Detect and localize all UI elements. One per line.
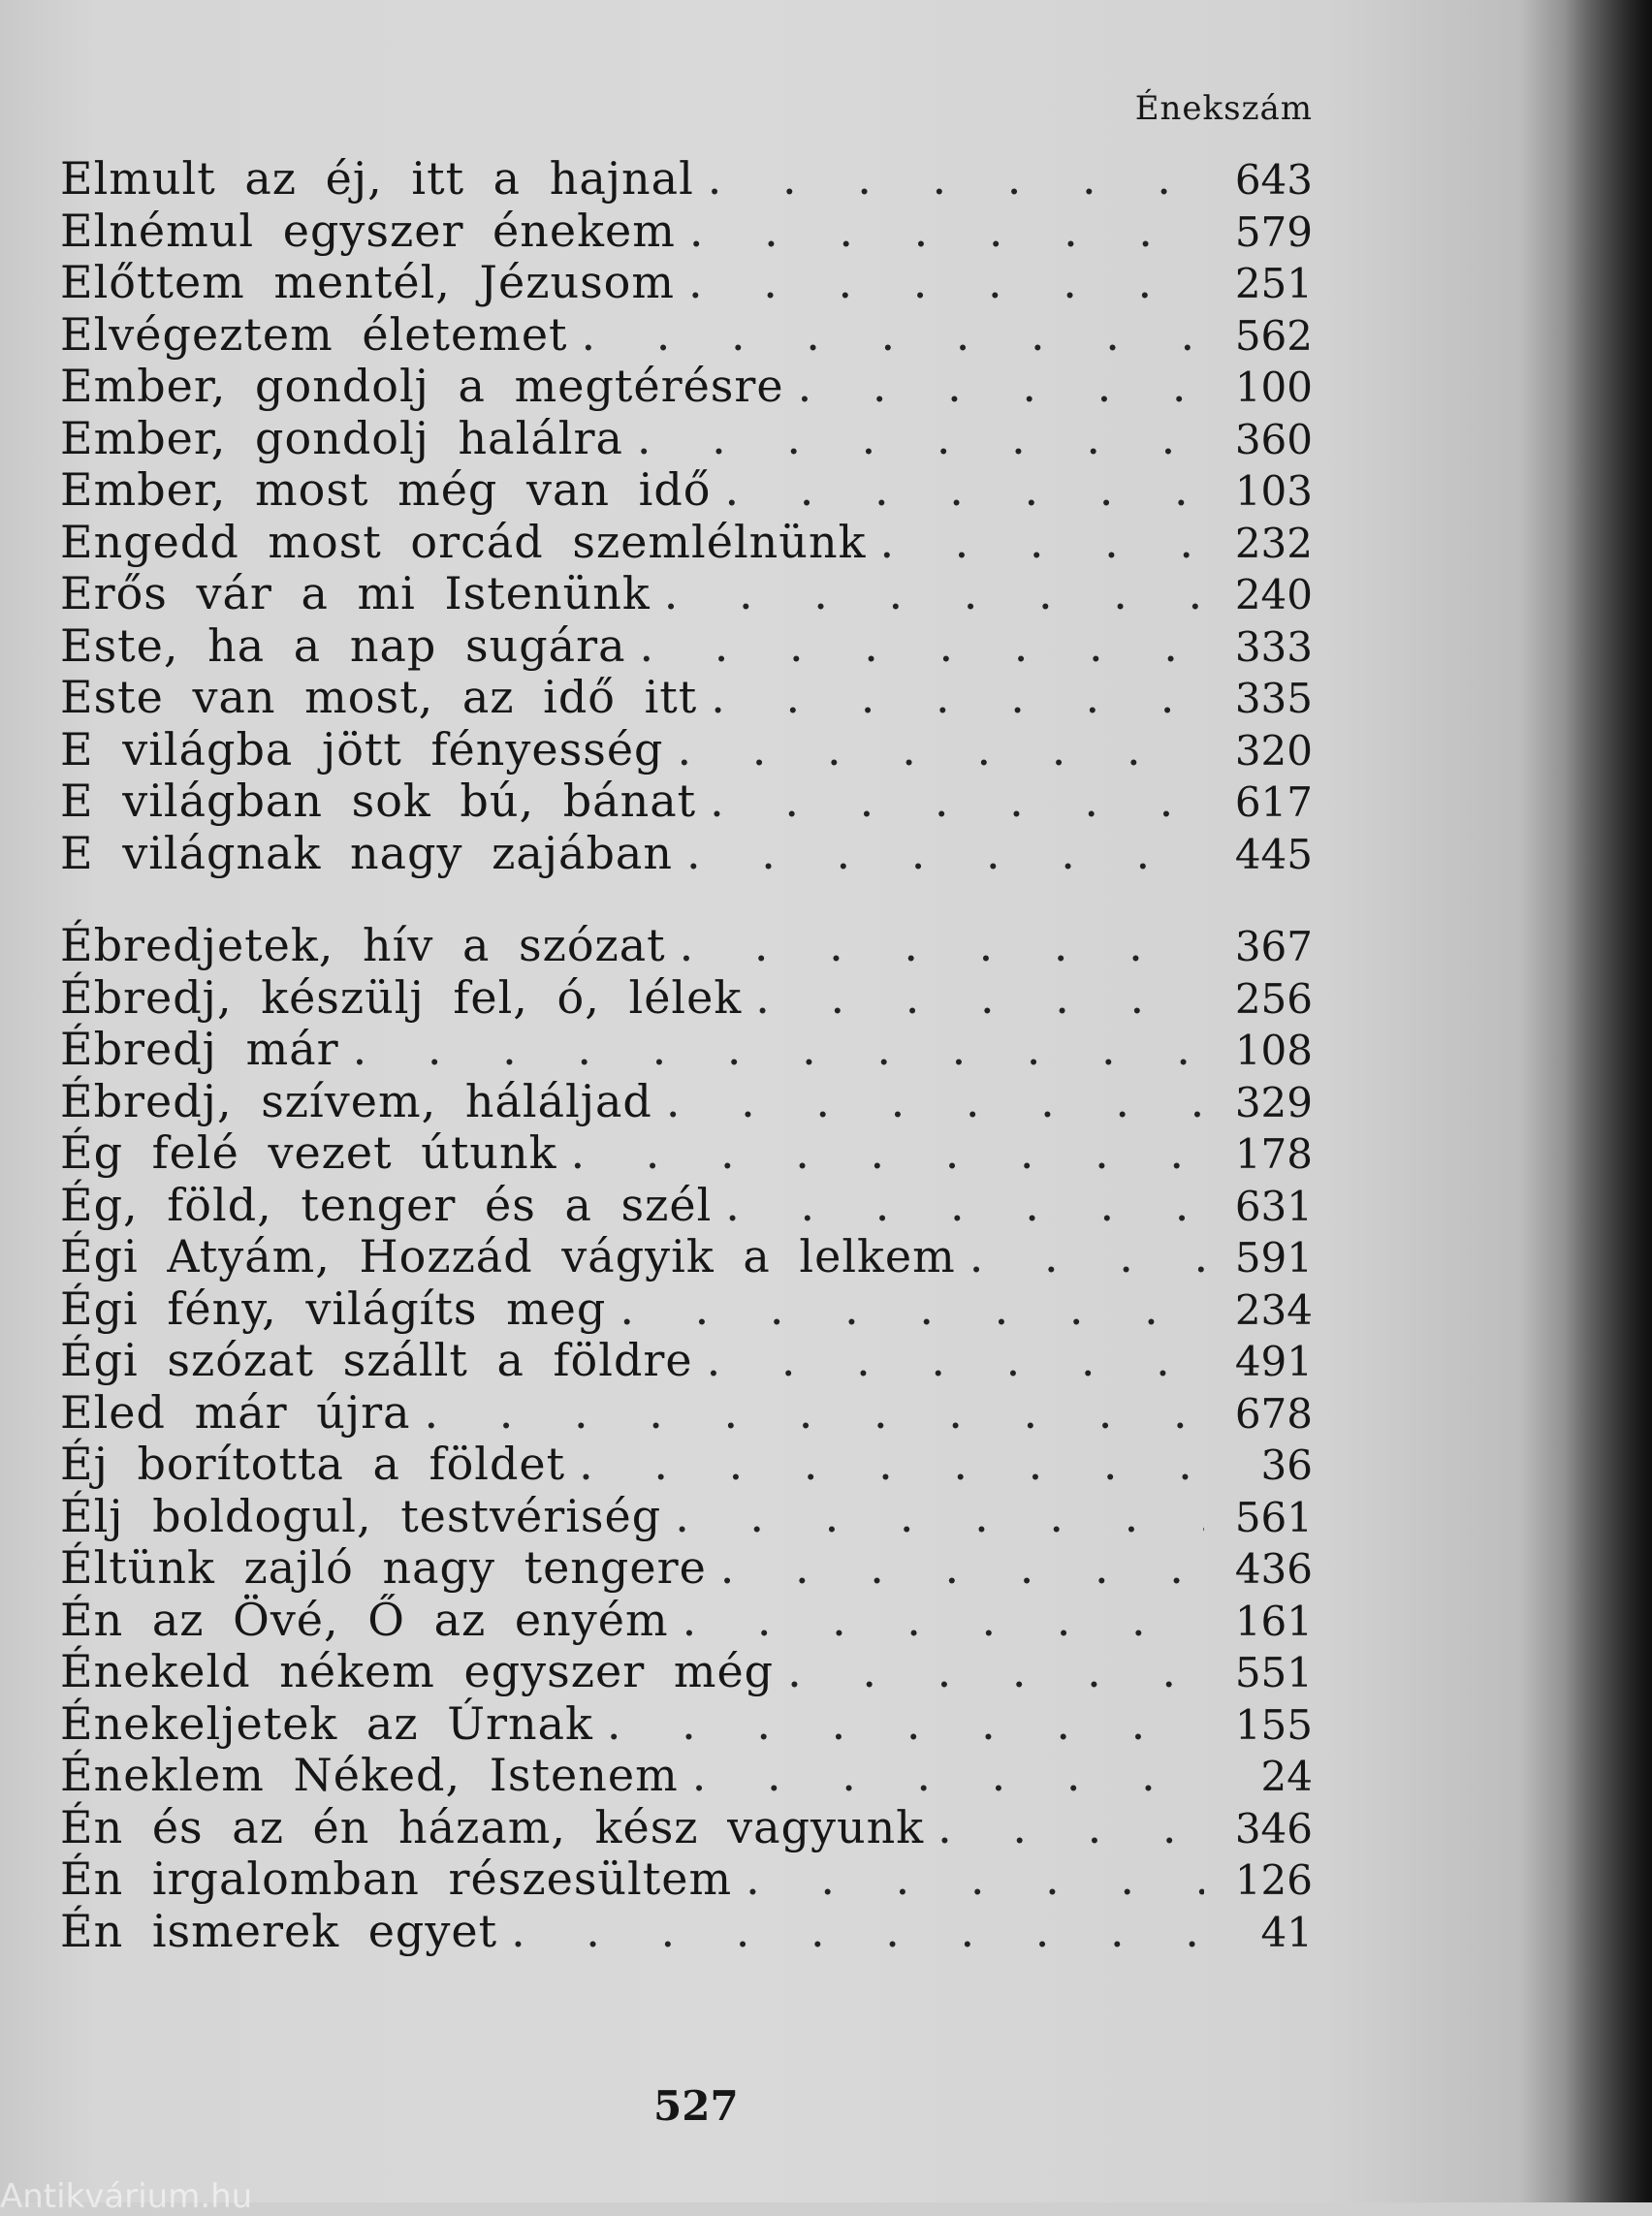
hymn-number: 256 [1234,974,1313,1023]
dot-leader [637,413,1204,465]
hymn-title: Ébredj, szívem, háláljad [60,1074,652,1127]
watermark-text: Antikvárium.hu [0,2177,253,2216]
hymn-title: Éltünk zajló nagy tengere [60,1541,707,1594]
dot-leader [353,1024,1204,1076]
index-entry [60,1335,1313,1387]
dot-leader [607,1698,1204,1751]
dot-leader [666,1076,1204,1128]
hymn-number: 562 [1234,311,1313,360]
hymn-title: Énekeld nékem egyszer még [60,1645,775,1697]
hymn-number: 240 [1234,571,1313,618]
dot-leader [640,620,1205,673]
hymn-title: Erős vár a mi Istenünk [60,567,651,619]
hymn-number: 335 [1234,675,1313,722]
hymn-number: 161 [1234,1597,1313,1645]
hymn-number: 232 [1234,519,1313,567]
hymn-title: Égi szózat szállt a földre [60,1334,693,1386]
index-entry [60,1646,1313,1698]
hymn-number: 491 [1234,1338,1313,1385]
hymn-number: 178 [1234,1130,1313,1178]
hymn-number: 36 [1260,1441,1313,1489]
hymn-title: Előttem mentél, Jézusom [60,256,675,308]
dot-leader [720,1542,1204,1595]
hymn-number: 617 [1234,778,1313,826]
hymn-title: Égi fény, világíts meg [60,1282,607,1335]
hymn-title: Én és az én házam, kész vagyunk [60,1800,925,1853]
index-entry [60,1853,1313,1906]
dot-leader [620,1283,1204,1336]
index-entry [60,920,1313,972]
page-number: 527 [653,2082,739,2130]
index-entry [60,1542,1313,1595]
index-entry [60,1076,1313,1128]
index-entry [60,620,1313,673]
hymn-title: Égi Atyám, Hozzád vágyik a lelkem [60,1230,956,1282]
index-entry [60,1698,1313,1751]
hymn-title: E világba jött fényesség [60,722,664,776]
index-entry [60,1127,1313,1180]
index-entry [60,206,1313,258]
index-entry [60,361,1313,413]
index-entry [60,153,1313,206]
index-entry [60,672,1313,724]
index-entry [60,1750,1313,1802]
hymn-title: E világnak nagy zajában [60,826,673,879]
hymn-number: 643 [1234,156,1313,204]
hymn-title: Este, ha a nap sugára [60,618,626,672]
dot-leader [680,920,1204,972]
dot-leader [678,724,1205,776]
index-entry [60,517,1313,569]
hymn-title: Én irgalomban részesültem [60,1852,733,1905]
hymn-title: Eled már újra [60,1385,411,1439]
hymn-title: Elvégeztem életemet [60,307,568,361]
hymn-title: Elnémul egyszer énekem [60,204,676,257]
hymn-number: 631 [1234,1182,1313,1230]
hymn-number: 155 [1234,1700,1313,1749]
hymn-title: Éj borította a földet [60,1438,566,1490]
dot-leader [711,672,1204,724]
hymn-number: 591 [1234,1234,1313,1282]
hymn-title: Ébredjetek, hív a szózat [60,919,666,971]
hymn-title: Este van most, az idő itt [60,671,698,723]
hymn-title: Ég, föld, tenger és a szél [60,1178,713,1231]
hymn-number: 100 [1234,364,1313,411]
dot-leader [511,1906,1204,1958]
hymn-number: 126 [1234,1856,1313,1904]
index-entry [60,464,1313,517]
hymn-title: Ember, gondolj halálra [60,411,623,464]
hymn-title: Élj boldogul, testvériség [60,1489,662,1542]
hymn-number: 436 [1234,1545,1313,1593]
dot-leader [708,153,1204,206]
hymn-number: 551 [1234,1649,1313,1696]
index-entry [60,413,1313,465]
dot-leader [582,309,1204,362]
spine-shadow [1565,0,1652,2202]
dot-leader [710,776,1204,828]
hymn-number: 367 [1234,923,1313,970]
dot-leader [689,206,1204,258]
index-entry [60,1283,1313,1336]
dot-leader [664,568,1204,620]
dot-leader [755,972,1204,1025]
dot-leader [798,361,1204,413]
dot-leader [686,828,1204,880]
dot-leader [879,517,1204,569]
hymn-number: 333 [1234,622,1313,671]
dot-leader [688,257,1204,309]
hymn-title: Ébredj, készülj fel, ó, lélek [60,970,743,1024]
index-entry [60,1491,1313,1543]
dot-leader [425,1387,1204,1440]
index-entry [60,1802,1313,1854]
index-entry [60,828,1313,880]
hymn-number: 360 [1234,415,1313,463]
dot-leader [725,464,1205,517]
dot-leader [937,1802,1204,1854]
hymn-number: 103 [1234,467,1313,515]
dot-leader [683,1595,1204,1647]
hymn-number: 234 [1234,1285,1313,1334]
dot-leader [969,1231,1204,1283]
group-separator [60,879,1313,920]
index-entry [60,972,1313,1025]
hymn-number: 251 [1234,260,1313,307]
hymn-title: Engedd most orcád szemlélnünk [60,515,867,568]
column-header: Énekszám [1134,89,1313,128]
hymn-title: Ember, most még van idő [60,463,712,516]
hymn-title: Ember, gondolj a megtérésre [60,360,784,412]
hymn-number: 678 [1234,1389,1313,1438]
dot-leader [725,1180,1204,1232]
hymn-number: 24 [1260,1753,1313,1800]
index-entry [60,776,1313,828]
index-entry [60,257,1313,309]
hymn-number: 108 [1234,1027,1313,1074]
dot-leader [675,1491,1204,1543]
hymn-number: 320 [1234,726,1313,775]
hymn-number: 561 [1234,1493,1313,1541]
hymn-number: 346 [1234,1804,1313,1852]
dot-leader [579,1439,1204,1491]
dot-leader [570,1127,1204,1180]
hymn-title: Énekeljetek az Úrnak [60,1696,593,1750]
index-entry [60,1439,1313,1491]
index-entry [60,1024,1313,1076]
dot-leader [692,1750,1204,1802]
dot-leader [707,1335,1204,1387]
index-entry [60,1595,1313,1647]
index-entry [60,724,1313,776]
hymn-number: 41 [1260,1908,1313,1956]
hymn-title: Ég felé vezet útunk [60,1126,557,1179]
dot-leader [746,1853,1204,1906]
dot-leader [787,1646,1204,1698]
hymn-number: 579 [1234,207,1313,256]
hymn-index-list [60,153,1313,1957]
hymn-title: Ébredj már [60,1023,339,1075]
index-entry [60,1906,1313,1958]
hymn-number: 329 [1234,1078,1313,1126]
hymn-title: Én az Övé, Ő az enyém [60,1593,669,1646]
hymn-title: Én ismerek egyet [60,1904,498,1957]
index-entry [60,309,1313,362]
index-entry [60,568,1313,620]
hymn-title: Éneklem Néked, Istenem [60,1749,679,1801]
index-entry [60,1387,1313,1440]
index-entry [60,1180,1313,1232]
hymn-title: E világban sok bú, bánat [60,775,697,827]
hymn-title: Elmult az éj, itt a hajnal [60,152,694,205]
index-entry [60,1231,1313,1283]
hymn-number: 445 [1234,830,1313,878]
